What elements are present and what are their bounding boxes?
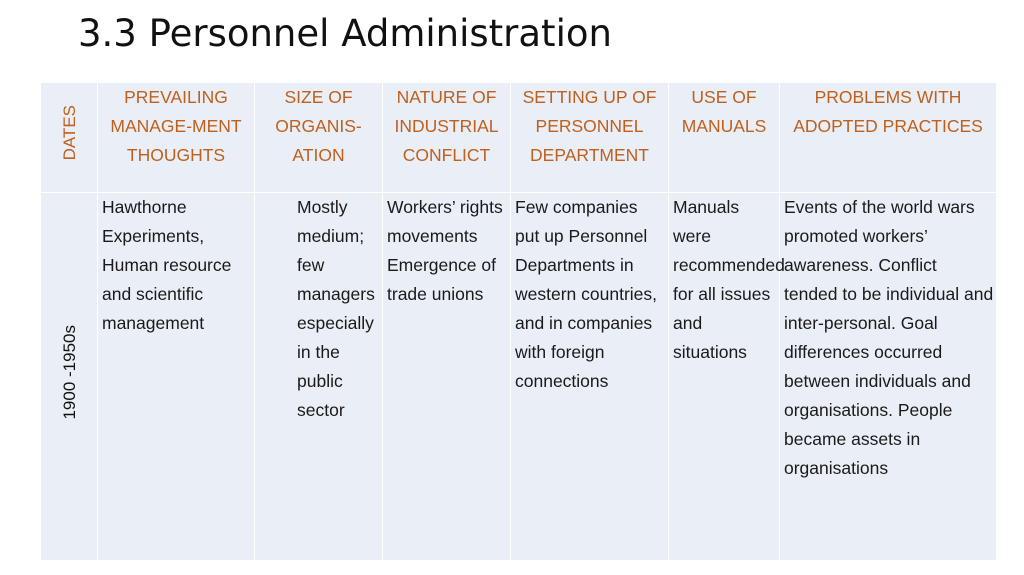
personnel-value: Few companies put up Personnel Departments in western countries, and in companies with foreign connections (515, 197, 658, 391)
dates-value: 1900 -1950s (59, 324, 79, 420)
header-organisation-size (255, 83, 383, 193)
header-row (41, 83, 997, 193)
header-dates-label: DATES (59, 105, 79, 161)
slide-title: 3.3 Personnel Administration (78, 12, 612, 55)
cell-dates (41, 193, 98, 561)
cell-personnel-department (511, 193, 669, 561)
personnel-history-table (40, 82, 997, 561)
cell-industrial-conflict (383, 193, 511, 561)
header-manuals-label: USE OF MANUALS (681, 87, 767, 136)
header-personnel-department (511, 83, 669, 193)
cell-problems (780, 193, 997, 561)
problems-value: Events of the world wars promoted workers’ awareness. Conflict tended to be individual and inter-personal. Goal differences occurred between individuals and organisations. People became assets in organisations (784, 197, 994, 478)
manuals-value: Manuals were recommended for all issues and situations (673, 197, 785, 362)
header-problems (780, 83, 997, 193)
header-management-label: PREVAILING MANAGE-MENT THOUGHTS (110, 87, 242, 165)
header-management-thoughts (98, 83, 255, 193)
header-personnel-label: SETTING UP OF PERSONNEL DEPARTMENT (522, 87, 657, 165)
cell-use-of-manuals (669, 193, 785, 561)
header-conflict-label: NATURE OF INDUSTRIAL CONFLICT (394, 87, 499, 165)
conflict-value: Workers’ rights movements Emergence of trade unions (387, 197, 503, 304)
header-problems-label: PROBLEMS WITH ADOPTED PRACTICES (793, 87, 983, 136)
cell-organisation-size (255, 193, 383, 561)
header-use-of-manuals (669, 83, 780, 193)
size-value: Mostly medium; few managers especially in the public sector (297, 197, 375, 420)
management-value: Hawthorne Experiments, Human resource and scientific management (102, 197, 232, 333)
header-industrial-conflict (383, 83, 511, 193)
header-dates (41, 83, 98, 193)
table-row (41, 193, 997, 561)
cell-management-thoughts (98, 193, 255, 561)
header-size-label: SIZE OF ORGANIS-ATION (275, 87, 362, 165)
